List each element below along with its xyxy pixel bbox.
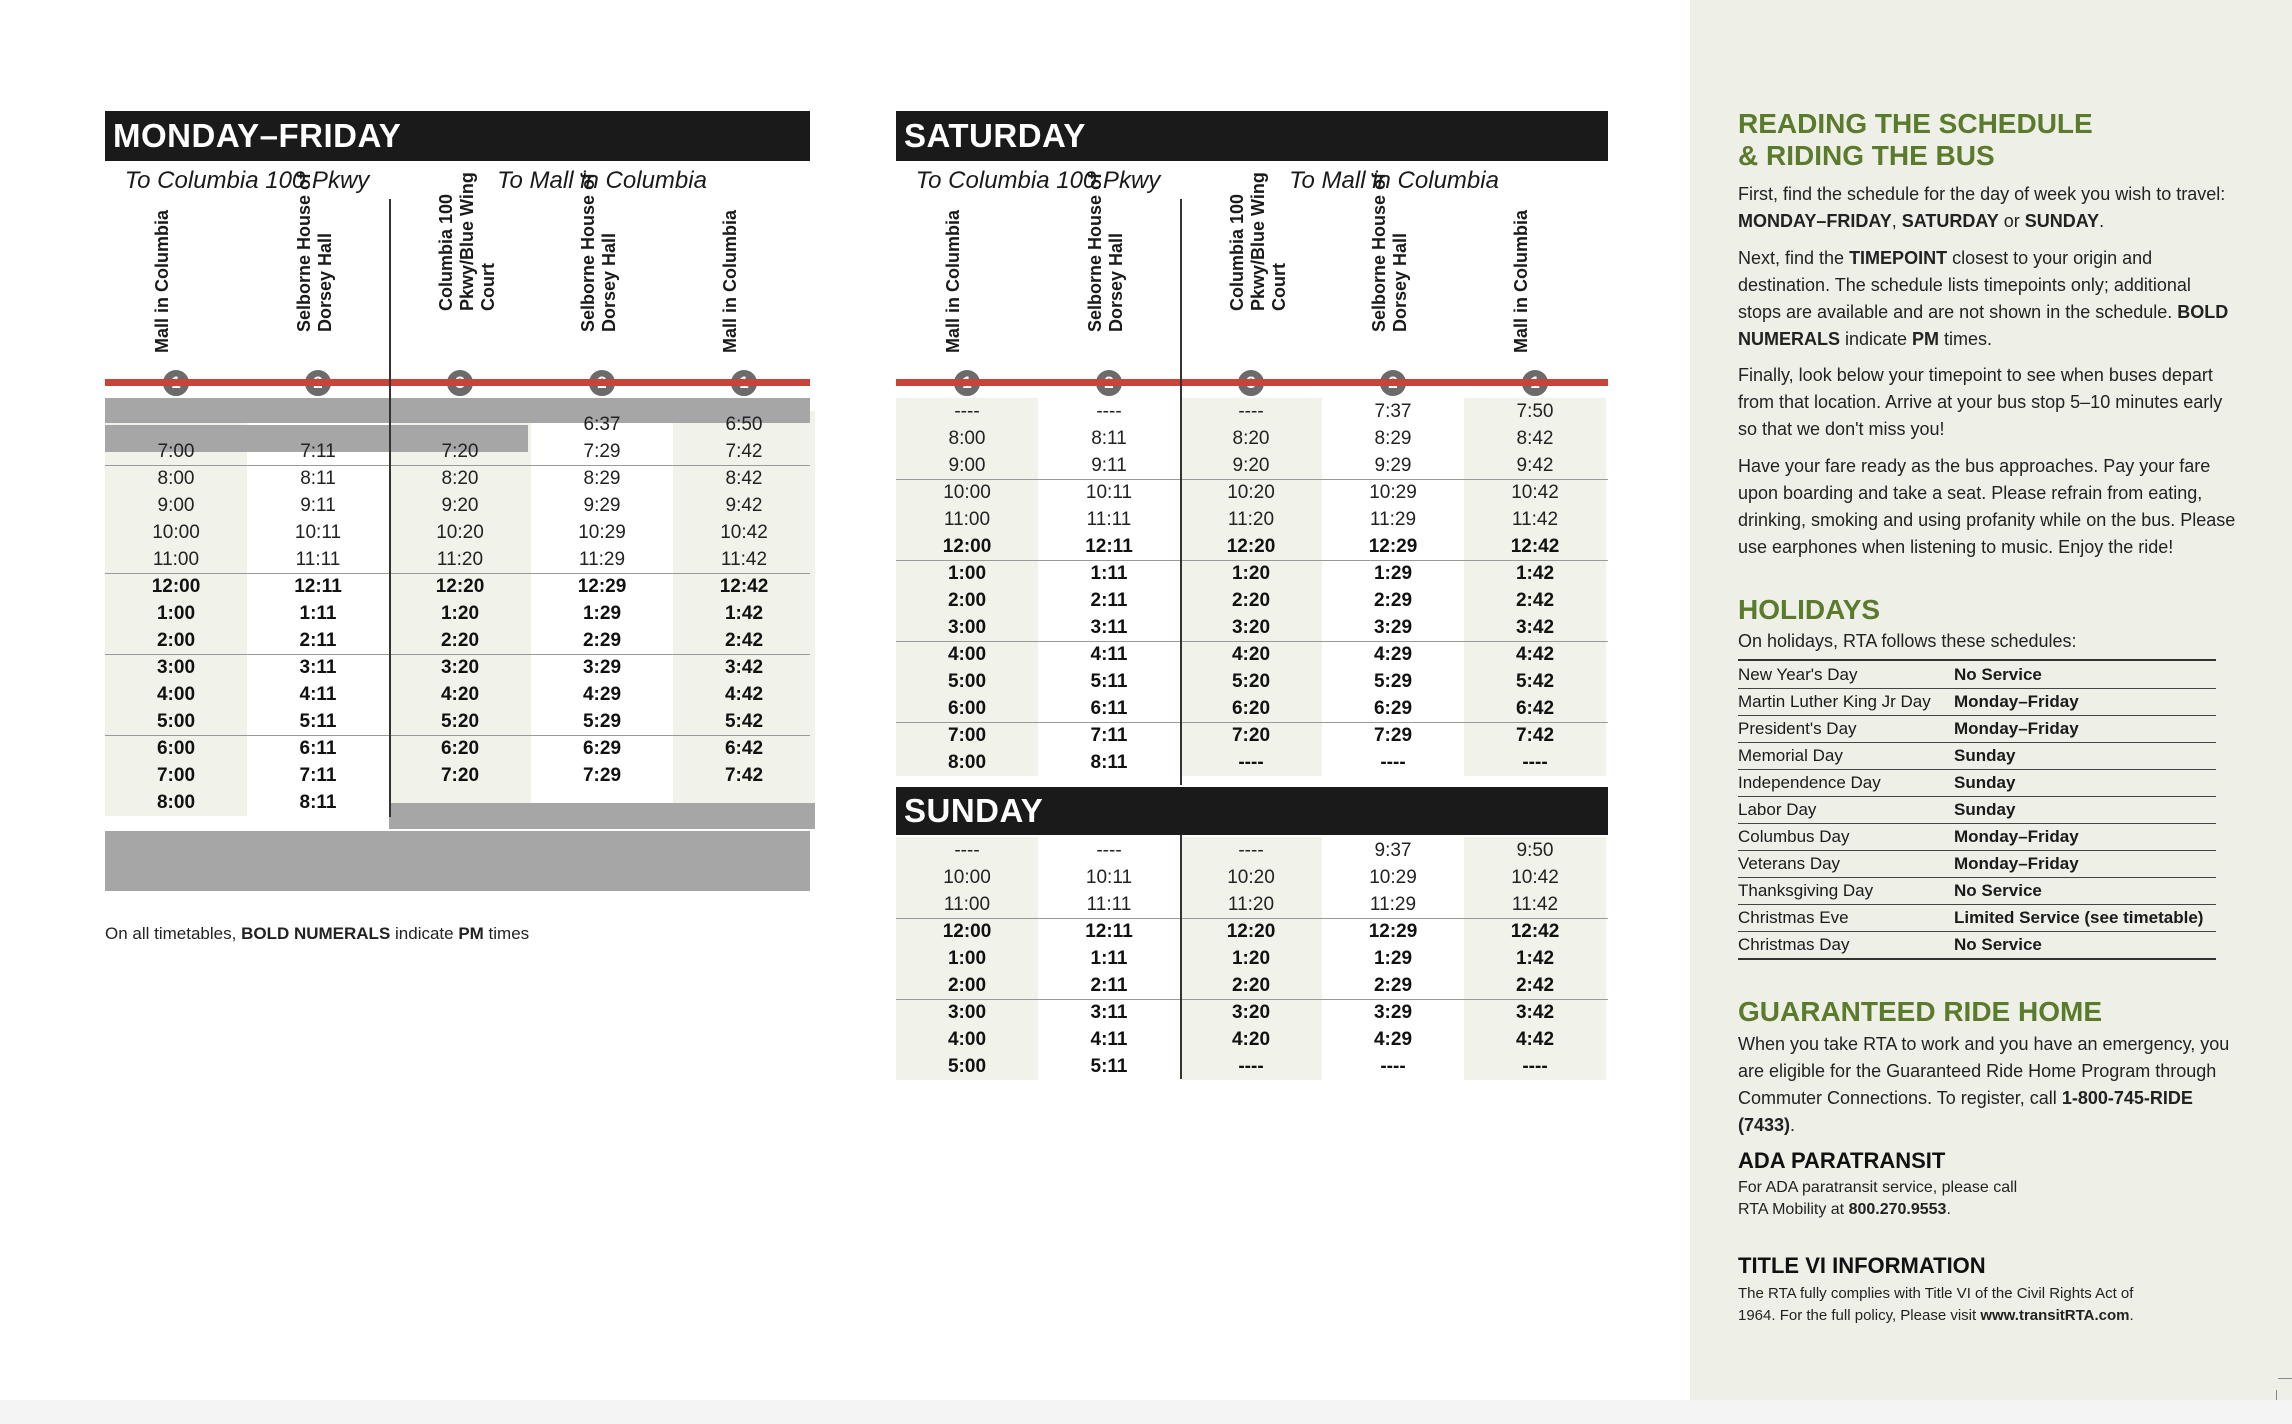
text: .	[2129, 1307, 2134, 1324]
time-cell: 2:20	[440, 630, 480, 651]
time-cell: 7:00	[157, 441, 195, 462]
holiday-schedule: No Service	[1954, 935, 2042, 954]
time-cell: 2:20	[1231, 590, 1271, 611]
time-cell: 1:11	[1090, 948, 1128, 969]
grh-phone: 1-800-745-RIDE (7433)	[1738, 1088, 2193, 1135]
time-cell: 3:29	[1373, 1002, 1413, 1023]
holiday-schedule: Monday–Friday	[1954, 719, 2079, 738]
time-cell: 12:11	[1085, 536, 1133, 557]
holiday-schedule: No Service	[1954, 665, 2042, 684]
text: .	[1790, 1115, 1796, 1135]
time-cell: 8:11	[299, 792, 337, 813]
direction-to-columbia-100: To Columbia 100 Pkwy	[915, 167, 1161, 194]
holiday-schedule: No Service	[1954, 881, 2042, 900]
time-cell: 7:20	[1231, 725, 1271, 746]
time-cell: 11:00	[943, 509, 991, 530]
time-cell: ----	[1238, 1056, 1264, 1077]
holiday-schedule: Sunday	[1954, 746, 2016, 765]
time-cell: 12:00	[942, 536, 992, 557]
text: .	[1946, 1201, 1951, 1218]
holiday-schedule: Limited Service (see timetable)	[1954, 908, 2204, 927]
time-cell: 8:29	[583, 468, 621, 489]
time-cell: 2:20	[1231, 975, 1271, 996]
time-cell: ----	[954, 840, 980, 861]
time-cell: 4:11	[1090, 1029, 1128, 1050]
time-cell: 6:11	[299, 738, 337, 759]
time-cell: 11:11	[1086, 894, 1132, 915]
stop-header	[105, 209, 247, 374]
time-cell: 3:11	[299, 657, 337, 678]
time-cell: 4:00	[947, 644, 987, 665]
reading-p4: Have your fare ready as the bus approaches. Pay your fare upon boarding and take a seat. Please refrain from eating, drinking, smoking and using profanity while on the bus. Please use earphones when listening to music. Enjoy the ride!	[1738, 456, 2236, 557]
stop-name: Columbia 100 Pkwy/Blue Wing Court	[1227, 172, 1289, 311]
time-cell: 6:42	[1515, 698, 1555, 719]
time-cell: 4:42	[724, 684, 764, 705]
time-cell: 6:29	[1373, 698, 1413, 719]
time-cell: 9:00	[157, 495, 195, 516]
time-cell: 10:20	[1227, 867, 1275, 888]
ada-phone: 800.270.9553	[1848, 1201, 1947, 1218]
time-cell: 9:20	[1232, 455, 1270, 476]
time-cell: 9:00	[948, 455, 986, 476]
text-bold: MONDAY–FRIDAY	[1738, 211, 1892, 231]
text-bold: SATURDAY	[1901, 211, 1999, 231]
holiday-row	[1738, 850, 2216, 878]
holiday-name: Thanksgiving Day	[1738, 881, 1874, 900]
time-cell: 7:00	[947, 725, 987, 746]
time-cell: 9:42	[725, 495, 763, 516]
time-cell: 1:42	[1515, 948, 1555, 969]
time-cell: 2:00	[947, 590, 987, 611]
holiday-schedule: Sunday	[1954, 800, 2016, 819]
time-cell: 12:00	[151, 576, 201, 597]
time-cell: 7:11	[1090, 725, 1128, 746]
holiday-name: Veterans Day	[1738, 854, 1841, 873]
time-cell: 4:00	[156, 684, 196, 705]
time-cell: 1:29	[1373, 563, 1413, 584]
time-cell: 4:42	[1515, 1029, 1555, 1050]
holiday-row	[1738, 931, 2216, 960]
bottom-strip	[0, 1400, 2292, 1424]
holiday-row	[1738, 688, 2216, 716]
time-cell: 1:29	[582, 603, 622, 624]
time-cell: 7:20	[441, 441, 479, 462]
time-cell: 2:11	[299, 630, 337, 651]
time-cell: 8:42	[1516, 428, 1554, 449]
time-cell: ----	[954, 401, 980, 422]
time-cell: 3:29	[1373, 617, 1413, 638]
time-cell: 6:11	[1090, 698, 1128, 719]
time-cell: 5:20	[440, 711, 480, 732]
holiday-row	[1738, 661, 2216, 689]
text: or	[1998, 211, 2025, 231]
text: First, find the schedule for the day of week you wish to travel:	[1738, 184, 2226, 204]
time-cell: 3:42	[724, 657, 764, 678]
time-cell: 5:00	[156, 711, 196, 732]
time-cell: 10:00	[943, 867, 991, 888]
direction-to-mall: To Mall in Columbia	[497, 167, 707, 194]
time-cell: 10:42	[720, 522, 768, 543]
time-cell: 5:42	[724, 711, 764, 732]
time-cell: 3:11	[1090, 617, 1128, 638]
time-cell: 10:20	[1227, 482, 1275, 503]
time-cell: ----	[1238, 401, 1264, 422]
time-cell: 2:11	[1090, 975, 1128, 996]
reading-p2	[1738, 245, 2238, 353]
time-cell: 5:20	[1231, 671, 1271, 692]
time-cell: 3:42	[1515, 1002, 1555, 1023]
time-cell: 12:00	[942, 921, 992, 942]
time-cell: 7:29	[1373, 725, 1413, 746]
time-cell: 12:29	[577, 576, 627, 597]
holidays-intro: On holidays, RTA follows these schedules:	[1738, 631, 2077, 651]
time-cell: 7:29	[583, 441, 621, 462]
title6-url[interactable]: www.transitRTA.com	[1980, 1307, 2130, 1324]
time-cell: 10:11	[1085, 482, 1133, 503]
holiday-name: Independence Day	[1738, 773, 1881, 792]
time-cell: 4:20	[1231, 644, 1271, 665]
time-cell: 11:20	[1227, 509, 1275, 530]
text: For ADA paratransit service, please call	[1738, 1179, 2018, 1196]
time-cell: 4:20	[1231, 1029, 1271, 1050]
ada-title: ADA PARATRANSIT	[1738, 1148, 1946, 1173]
time-cell: 5:42	[1515, 671, 1555, 692]
time-cell: 12:20	[435, 576, 485, 597]
time-cell: 11:20	[1227, 894, 1275, 915]
time-cell: 4:29	[582, 684, 622, 705]
weekday-title: MONDAY–FRIDAY	[105, 111, 810, 161]
reading-title-line: READING THE SCHEDULE	[1738, 108, 2093, 139]
time-cell: 3:11	[1090, 1002, 1128, 1023]
time-cell: 8:11	[300, 468, 336, 489]
time-cell: 3:20	[1231, 617, 1271, 638]
time-cell: 4:29	[1373, 644, 1413, 665]
stop-name: Selborne House of Dorsey Hall	[1369, 172, 1410, 332]
time-cell: 7:00	[156, 765, 196, 786]
time-cell: 7:11	[299, 765, 337, 786]
time-cell: 3:00	[947, 1002, 987, 1023]
time-cell: 7:42	[724, 765, 764, 786]
time-cell: 8:11	[1091, 428, 1127, 449]
time-cell: 9:42	[1516, 455, 1554, 476]
direction-divider	[1180, 199, 1182, 785]
time-cell: 7:29	[582, 765, 622, 786]
time-cell: 1:42	[724, 603, 764, 624]
time-cell: 6:29	[582, 738, 622, 759]
text-bold: PM	[1912, 329, 1940, 349]
time-cell: 4:11	[1090, 644, 1128, 665]
footnote-bold: PM	[458, 924, 484, 943]
direction-divider	[1180, 835, 1182, 1079]
time-cell: 6:37	[583, 414, 621, 435]
holiday-row	[1738, 904, 2216, 932]
time-cell: 9:29	[1374, 455, 1412, 476]
ada-text	[1738, 1177, 2238, 1221]
text: The RTA fully complies with Title VI of the Civil Rights Act of 1964. For the full policy, Please visit	[1738, 1285, 2134, 1324]
holiday-name: Martin Luther King Jr Day	[1738, 692, 1931, 711]
time-cell: 1:20	[440, 603, 480, 624]
time-cell: 1:29	[1373, 948, 1413, 969]
time-cell: 7:42	[1515, 725, 1555, 746]
holiday-row	[1738, 715, 2216, 743]
time-cell: 5:11	[1090, 1056, 1128, 1077]
time-cell: 2:00	[947, 975, 987, 996]
holiday-row	[1738, 742, 2216, 770]
time-cell: 9:20	[441, 495, 479, 516]
time-cell: 1:11	[299, 603, 337, 624]
time-cell: 7:11	[300, 441, 336, 462]
time-cell: 2:42	[1515, 590, 1555, 611]
holiday-schedule: Sunday	[1954, 773, 2016, 792]
holidays-title: HOLIDAYS	[1738, 594, 1881, 625]
time-cell: 8:00	[156, 792, 196, 813]
stop-name: Selborne House of Dorsey Hall	[578, 172, 619, 332]
time-cell: ----	[1238, 752, 1264, 773]
stop-name: Mall in Columbia	[720, 209, 740, 353]
holiday-schedule: Monday–Friday	[1954, 854, 2079, 873]
stop-header	[1038, 172, 1180, 374]
time-cell: 2:29	[1373, 975, 1413, 996]
time-cell: 11:29	[1369, 509, 1417, 530]
time-cell: 8:20	[441, 468, 479, 489]
time-cell: 6:20	[440, 738, 480, 759]
time-cell: 4:29	[1373, 1029, 1413, 1050]
sunday-title: SUNDAY	[896, 787, 1608, 835]
time-cell: 9:29	[583, 495, 621, 516]
time-cell: 7:50	[1516, 401, 1554, 422]
time-cell: 11:11	[295, 549, 341, 570]
route-line	[896, 379, 1608, 386]
holiday-name: Memorial Day	[1738, 746, 1843, 765]
grh-text	[1738, 1031, 2238, 1139]
time-cell: 10:29	[1369, 867, 1417, 888]
time-cell: 10:29	[1369, 482, 1417, 503]
time-cell: 11:42	[720, 549, 768, 570]
stop-header	[1464, 209, 1606, 374]
direction-divider	[389, 199, 391, 817]
time-cell: 1:00	[947, 563, 987, 584]
holiday-schedule: Monday–Friday	[1954, 692, 2079, 711]
no-service-block	[389, 803, 815, 829]
holiday-name: Christmas Day	[1738, 935, 1850, 954]
time-cell: 11:11	[1086, 509, 1132, 530]
time-cell: 12:29	[1368, 921, 1418, 942]
time-cell: 4:00	[947, 1029, 987, 1050]
holiday-row	[1738, 796, 2216, 824]
time-cell: 2:29	[582, 630, 622, 651]
time-cell: ----	[1380, 1056, 1406, 1077]
time-cell: 4:20	[440, 684, 480, 705]
footnote-bold: BOLD NUMERALS	[241, 924, 391, 943]
stop-name: Mall in Columbia	[152, 209, 172, 353]
info-sidebar	[1690, 0, 2292, 1400]
time-cell: 11:00	[943, 894, 991, 915]
time-cell: 10:42	[1511, 867, 1559, 888]
holiday-name: New Year's Day	[1738, 665, 1858, 684]
time-cell: 5:11	[1090, 671, 1128, 692]
reading-p3: Finally, look below your timepoint to see when buses depart from that location. Arrive at your bus stop 5–10 minutes early so that we don't miss you!	[1738, 365, 2223, 439]
text: indicate	[1840, 329, 1913, 349]
time-cell: 6:50	[725, 414, 763, 435]
time-cell: 6:00	[156, 738, 196, 759]
direction-to-columbia-100: To Columbia 100 Pkwy	[124, 167, 370, 194]
time-cell: 1:20	[1231, 563, 1271, 584]
holiday-name: President's Day	[1738, 719, 1857, 738]
stop-name: Selborne House of Dorsey Hall	[1085, 172, 1126, 332]
time-cell: 3:42	[1515, 617, 1555, 638]
stop-name: Selborne House of Dorsey Hall	[294, 172, 335, 332]
stop-header	[1180, 172, 1322, 374]
weekday-schedule	[105, 111, 810, 891]
time-cell: 12:11	[1085, 921, 1133, 942]
holiday-name: Columbus Day	[1738, 827, 1850, 846]
time-cell: 12:42	[719, 576, 769, 597]
title6-text	[1738, 1283, 2168, 1327]
time-cell: 5:29	[1373, 671, 1413, 692]
time-cell: 11:20	[436, 549, 484, 570]
time-cell: 1:00	[156, 603, 196, 624]
time-cell: 12:42	[1510, 536, 1560, 557]
time-cell: 9:11	[1091, 455, 1127, 476]
time-cell: 12:11	[294, 576, 342, 597]
text: When you take RTA to work and you have an emergency, you are eligible for the Guaranteed Ride Home Program through Commuter Connections. To register, call	[1738, 1034, 2230, 1108]
time-cell: 8:00	[947, 752, 987, 773]
time-cell: 12:29	[1368, 536, 1418, 557]
stop-header	[389, 172, 531, 374]
time-cell: 8:11	[1090, 752, 1128, 773]
text-bold: TIMEPOINT	[1849, 248, 1948, 268]
time-cell: 9:11	[300, 495, 336, 516]
holiday-name: Labor Day	[1738, 800, 1817, 819]
footnote-text: indicate	[390, 924, 459, 943]
time-cell: 7:42	[725, 441, 763, 462]
stop-name: Columbia 100 Pkwy/Blue Wing Court	[436, 172, 498, 311]
holiday-name: Christmas Eve	[1738, 908, 1849, 927]
time-cell: 1:42	[1515, 563, 1555, 584]
footnote-text: times	[483, 924, 530, 943]
time-cell: 7:20	[440, 765, 480, 786]
time-cell: 2:00	[156, 630, 196, 651]
no-service-block	[105, 831, 810, 891]
crop-mark	[2278, 1378, 2292, 1379]
time-cell: 5:29	[582, 711, 622, 732]
time-cell: ----	[1238, 840, 1264, 861]
text: .	[2099, 211, 2105, 231]
time-cell: 8:42	[725, 468, 763, 489]
time-cell: 2:29	[1373, 590, 1413, 611]
time-cell: 6:20	[1231, 698, 1271, 719]
footnote-text: On all timetables,	[105, 924, 242, 943]
time-cell: 8:00	[157, 468, 195, 489]
text: Next, find the	[1738, 248, 1850, 268]
time-cell: ----	[1380, 752, 1406, 773]
time-cell: 12:42	[1510, 921, 1560, 942]
time-cell: 12:20	[1226, 921, 1276, 942]
time-cell: ----	[1522, 752, 1548, 773]
time-cell: 10:29	[578, 522, 626, 543]
time-cell: 11:42	[1511, 509, 1559, 530]
text-bold: SUNDAY	[2024, 211, 2100, 231]
saturday-title: SATURDAY	[896, 111, 1608, 161]
time-cell: 11:42	[1511, 894, 1559, 915]
route-line	[105, 379, 810, 386]
time-cell: 1:11	[1090, 563, 1128, 584]
time-cell: 1:00	[947, 948, 987, 969]
time-cell: 2:42	[1515, 975, 1555, 996]
time-cell: 6:00	[947, 698, 987, 719]
time-cell: 9:37	[1374, 840, 1412, 861]
time-cell: 12:20	[1226, 536, 1276, 557]
time-cell: 8:00	[948, 428, 986, 449]
pm-footnote	[105, 924, 529, 944]
reading-p1	[1738, 181, 2238, 235]
sunday-schedule	[896, 787, 1608, 1077]
time-cell: 8:29	[1374, 428, 1412, 449]
time-cell: 2:11	[1090, 590, 1128, 611]
time-cell: 4:11	[299, 684, 337, 705]
stop-header	[247, 172, 389, 374]
time-cell: 3:00	[156, 657, 196, 678]
text: times.	[1939, 329, 1993, 349]
time-cell: 10:11	[1085, 867, 1133, 888]
time-cell: 1:20	[1231, 948, 1271, 969]
time-cell: ----	[1096, 840, 1122, 861]
time-cell: 7:37	[1374, 401, 1412, 422]
reading-title-line: & RIDING THE BUS	[1738, 140, 1995, 171]
title6-title: TITLE VI INFORMATION	[1738, 1253, 1986, 1278]
time-cell: 5:11	[299, 711, 337, 732]
holiday-row	[1738, 823, 2216, 851]
stop-name: Mall in Columbia	[943, 209, 963, 353]
reading-title	[1738, 108, 2093, 172]
text: closest to your origin and destination. The schedule lists timepoints only; additional stops are available and are not shown in the schedule.	[1738, 248, 2191, 322]
time-cell: 3:20	[1231, 1002, 1271, 1023]
time-cell: 3:29	[582, 657, 622, 678]
time-cell: 5:00	[947, 1056, 987, 1077]
holiday-row	[1738, 769, 2216, 797]
stop-header	[673, 209, 815, 374]
time-cell: 9:50	[1516, 840, 1554, 861]
time-cell: 11:29	[578, 549, 626, 570]
time-cell: 10:42	[1511, 482, 1559, 503]
time-cell: 8:20	[1232, 428, 1270, 449]
time-cell: 2:42	[724, 630, 764, 651]
grh-title: GUARANTEED RIDE HOME	[1738, 996, 2103, 1027]
text-bold: BOLD NUMERALS	[1738, 302, 2229, 349]
text: RTA Mobility at	[1738, 1201, 1849, 1218]
time-cell: ----	[1522, 1056, 1548, 1077]
time-cell: 10:00	[943, 482, 991, 503]
time-cell: ----	[1096, 401, 1122, 422]
time-cell: 10:20	[436, 522, 484, 543]
holiday-schedule: Monday–Friday	[1954, 827, 2079, 846]
holiday-row	[1738, 877, 2216, 905]
time-cell: 6:42	[724, 738, 764, 759]
time-cell: 10:00	[152, 522, 200, 543]
direction-to-mall: To Mall in Columbia	[1289, 167, 1499, 194]
time-cell: 11:00	[152, 549, 200, 570]
time-cell: 5:00	[947, 671, 987, 692]
time-cell: 10:11	[294, 522, 342, 543]
stop-name: Mall in Columbia	[1511, 209, 1531, 353]
time-cell: 11:29	[1369, 894, 1417, 915]
stop-header	[896, 209, 1038, 374]
time-cell: 4:42	[1515, 644, 1555, 665]
time-cell: 3:20	[440, 657, 480, 678]
time-cell: 3:00	[947, 617, 987, 638]
text: ,	[1891, 211, 1902, 231]
